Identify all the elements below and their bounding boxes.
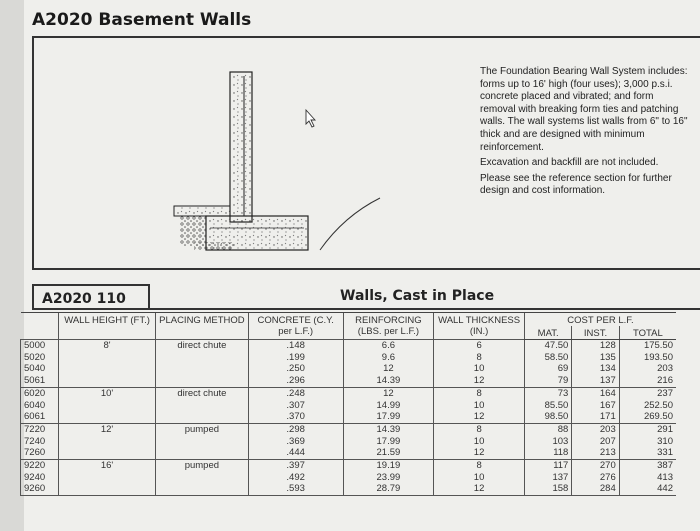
- row-wall-height: [59, 436, 156, 448]
- row-concrete: .148: [248, 340, 343, 352]
- row-placing-method: pumped: [156, 423, 249, 435]
- row-wall-height: 10': [59, 387, 156, 399]
- row-inst-cost: 134: [572, 363, 619, 375]
- row-wall-height: [59, 400, 156, 412]
- row-placing-method: [156, 436, 249, 448]
- row-concrete: .492: [248, 472, 343, 484]
- row-wall-thickness: 8: [434, 387, 525, 399]
- table-row: [21, 423, 677, 435]
- cursor-icon: [306, 110, 315, 127]
- table-row: [21, 363, 677, 375]
- row-reinforcing: 17.99: [343, 411, 434, 423]
- row-wall-thickness: 12: [434, 483, 525, 495]
- header-reinforcing: REINFORCING (LBS. per L.F.): [343, 313, 434, 340]
- row-inst-cost: 164: [572, 387, 619, 399]
- row-wall-height: [59, 447, 156, 459]
- row-total-cost: 175.50: [619, 340, 676, 352]
- row-code: 7260: [21, 447, 59, 459]
- row-inst-cost: 207: [572, 436, 619, 448]
- row-reinforcing: 9.6: [343, 352, 434, 364]
- row-total-cost: 252.50: [619, 400, 676, 412]
- row-code: 9260: [21, 483, 59, 495]
- row-reinforcing: 19.19: [343, 460, 434, 472]
- row-code: 5040: [21, 363, 59, 375]
- row-wall-thickness: 6: [434, 340, 525, 352]
- row-placing-method: [156, 411, 249, 423]
- row-wall-height: [59, 472, 156, 484]
- row-reinforcing: 12: [343, 363, 434, 375]
- row-wall-thickness: 10: [434, 436, 525, 448]
- header-concrete: CONCRETE (C.Y. per L.F.): [248, 313, 343, 340]
- row-mat-cost: 85.50: [524, 400, 571, 412]
- row-total-cost: 310: [619, 436, 676, 448]
- row-total-cost: 237: [619, 387, 676, 399]
- row-mat-cost: 98.50: [524, 411, 571, 423]
- row-code: 6040: [21, 400, 59, 412]
- row-wall-height: [59, 352, 156, 364]
- table-row: [21, 483, 677, 495]
- row-mat-cost: 47.50: [524, 340, 571, 352]
- row-total-cost: 203: [619, 363, 676, 375]
- row-inst-cost: 284: [572, 483, 619, 495]
- row-reinforcing: 17.99: [343, 436, 434, 448]
- row-wall-thickness: 10: [434, 400, 525, 412]
- row-total-cost: 291: [619, 423, 676, 435]
- row-concrete: .248: [248, 387, 343, 399]
- row-code: 9240: [21, 472, 59, 484]
- row-placing-method: [156, 472, 249, 484]
- row-wall-thickness: 12: [434, 447, 525, 459]
- table-row: [21, 387, 677, 399]
- row-mat-cost: 103: [524, 436, 571, 448]
- row-inst-cost: 270: [572, 460, 619, 472]
- table-row: [21, 375, 677, 387]
- row-mat-cost: 117: [524, 460, 571, 472]
- row-wall-height: 12': [59, 423, 156, 435]
- cost-table: [20, 312, 676, 496]
- row-wall-thickness: 10: [434, 472, 525, 484]
- description-paragraph-1: The Foundation Bearing Wall System includes: forms up to 16' high (four uses); 3,000 p.s.i. concrete placed and vibrated; and form removal with breaking form ties and patching walls. The wall systems list walls from 6" to 16" thick and are designed with minimum reinforcement.: [480, 66, 688, 153]
- table-row: [21, 447, 677, 459]
- row-code: 7220: [21, 423, 59, 435]
- floor-slab: [174, 206, 230, 216]
- row-wall-height: [59, 363, 156, 375]
- row-reinforcing: 28.79: [343, 483, 434, 495]
- row-reinforcing: 21.59: [343, 447, 434, 459]
- row-total-cost: 413: [619, 472, 676, 484]
- row-wall-thickness: 8: [434, 352, 525, 364]
- row-wall-height: [59, 375, 156, 387]
- row-wall-height: 16': [59, 460, 156, 472]
- backfill-grade: [320, 198, 380, 250]
- row-concrete: .296: [248, 375, 343, 387]
- description-paragraph-3: Please see the reference section for further design and cost information.: [480, 172, 672, 197]
- table-body: [21, 340, 677, 496]
- table-row: [21, 400, 677, 412]
- row-inst-cost: 171: [572, 411, 619, 423]
- row-mat-cost: 79: [524, 375, 571, 387]
- row-code: 5020: [21, 352, 59, 364]
- row-wall-thickness: 10: [434, 363, 525, 375]
- table-row: [21, 436, 677, 448]
- row-placing-method: [156, 483, 249, 495]
- row-wall-thickness: 12: [434, 411, 525, 423]
- table-row: [21, 460, 677, 472]
- row-concrete: .593: [248, 483, 343, 495]
- wall-section-diagram: [144, 66, 404, 266]
- table-header-row: [21, 313, 677, 327]
- row-wall-height: 8': [59, 340, 156, 352]
- row-wall-thickness: 8: [434, 423, 525, 435]
- row-total-cost: 216: [619, 375, 676, 387]
- row-placing-method: [156, 447, 249, 459]
- row-total-cost: 387: [619, 460, 676, 472]
- row-concrete: .307: [248, 400, 343, 412]
- row-code: 5000: [21, 340, 59, 352]
- row-mat-cost: 118: [524, 447, 571, 459]
- row-concrete: .397: [248, 460, 343, 472]
- row-reinforcing: 12: [343, 387, 434, 399]
- row-wall-thickness: 12: [434, 375, 525, 387]
- row-mat-cost: 69: [524, 363, 571, 375]
- row-reinforcing: 23.99: [343, 472, 434, 484]
- row-total-cost: 193.50: [619, 352, 676, 364]
- section-rule: [150, 308, 700, 310]
- row-concrete: .199: [248, 352, 343, 364]
- row-placing-method: pumped: [156, 460, 249, 472]
- header-inst: INST.: [572, 326, 619, 340]
- row-concrete: .370: [248, 411, 343, 423]
- header-total: TOTAL: [619, 326, 676, 340]
- row-reinforcing: 14.99: [343, 400, 434, 412]
- row-inst-cost: 128: [572, 340, 619, 352]
- row-total-cost: 331: [619, 447, 676, 459]
- system-description: [480, 66, 688, 201]
- header-mat: MAT.: [524, 326, 571, 340]
- row-placing-method: direct chute: [156, 340, 249, 352]
- row-placing-method: direct chute: [156, 387, 249, 399]
- row-mat-cost: 158: [524, 483, 571, 495]
- header-wall-height: WALL HEIGHT (FT.): [59, 313, 156, 340]
- row-inst-cost: 276: [572, 472, 619, 484]
- row-reinforcing: 6.6: [343, 340, 434, 352]
- row-placing-method: [156, 400, 249, 412]
- row-inst-cost: 167: [572, 400, 619, 412]
- row-inst-cost: 137: [572, 375, 619, 387]
- gravel-base: [180, 216, 206, 246]
- row-code: 6061: [21, 411, 59, 423]
- wall-stem: [230, 72, 252, 222]
- row-total-cost: 442: [619, 483, 676, 495]
- row-inst-cost: 203: [572, 423, 619, 435]
- row-concrete: .369: [248, 436, 343, 448]
- section-id: A2020 110: [32, 284, 150, 310]
- row-code: 9220: [21, 460, 59, 472]
- row-placing-method: [156, 375, 249, 387]
- row-inst-cost: 213: [572, 447, 619, 459]
- header-code: [21, 313, 59, 340]
- row-concrete: .298: [248, 423, 343, 435]
- page-title: A2020 Basement Walls: [32, 10, 252, 30]
- row-concrete: .444: [248, 447, 343, 459]
- row-mat-cost: 73: [524, 387, 571, 399]
- table-row: [21, 340, 677, 352]
- table-row: [21, 472, 677, 484]
- row-code: 7240: [21, 436, 59, 448]
- row-total-cost: 269.50: [619, 411, 676, 423]
- table-row: [21, 411, 677, 423]
- section-title: Walls, Cast in Place: [340, 288, 495, 304]
- header-cost-per-lf: COST PER L.F.: [524, 313, 676, 327]
- description-paragraph-2: Excavation and backfill are not included.: [480, 157, 659, 169]
- row-code: 5061: [21, 375, 59, 387]
- row-concrete: .250: [248, 363, 343, 375]
- row-reinforcing: 14.39: [343, 423, 434, 435]
- row-mat-cost: 88: [524, 423, 571, 435]
- row-code: 6020: [21, 387, 59, 399]
- header-placing-method: PLACING METHOD: [156, 313, 249, 340]
- row-inst-cost: 135: [572, 352, 619, 364]
- row-placing-method: [156, 352, 249, 364]
- row-wall-thickness: 8: [434, 460, 525, 472]
- row-placing-method: [156, 363, 249, 375]
- row-wall-height: [59, 411, 156, 423]
- row-reinforcing: 14.39: [343, 375, 434, 387]
- row-mat-cost: 58.50: [524, 352, 571, 364]
- row-wall-height: [59, 483, 156, 495]
- row-mat-cost: 137: [524, 472, 571, 484]
- table-row: [21, 352, 677, 364]
- header-wall-thickness: WALL THICKNESS (IN.): [434, 313, 525, 340]
